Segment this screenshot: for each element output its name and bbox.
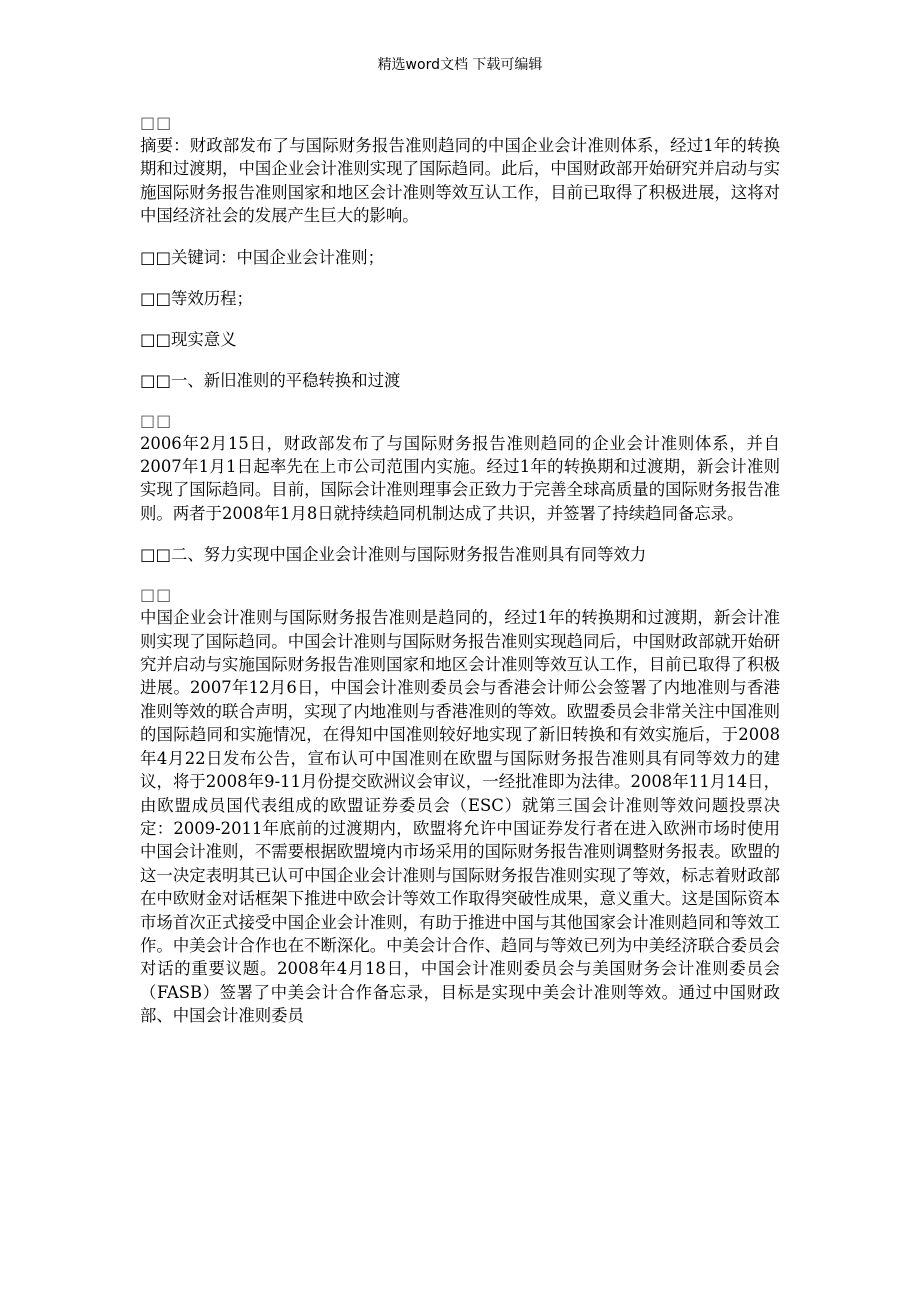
keyword-item: □□现实意义 [140, 329, 237, 349]
placeholder-glyphs: □□ [140, 585, 173, 605]
keyword-item: □□等效历程； [140, 288, 253, 308]
section-paragraph: 2006年2月15日，财政部发布了与国际财务报告准则趋同的企业会计准则体系，并自2007年1月1日起率先在上市公司范围内实施。经过1年的转换期和过渡期，新会计准则实现了国际趋同。目前，国际会计准则理事会正致力于完善全球高质量的国际财务报告准则。两者于2008年1月8日就持续趋同机制达成了共识，并签署了持续趋同备忘录。 [140, 433, 780, 523]
page-header: 精选word文档 下载可编辑 [377, 57, 543, 73]
document-body [140, 112, 780, 1028]
placeholder-glyphs: □□ [140, 410, 173, 430]
keywords-line: □□关键词：中国企业会计准则； [140, 247, 385, 267]
placeholder-glyphs: □□ [140, 113, 173, 132]
abstract-paragraph: 摘要：财政部发布了与国际财务报告准则趋同的中国企业会计准则体系，经过1年的转换期和过渡期，中国企业会计准则实现了国际趋同。此后，中国财政部开始研究并启动与实施国际财务报告准则国家和地区会计准则等效互认工作，目前已取得了积极进展，这将对中国经济社会的发展产生巨大的影响。 [140, 136, 780, 226]
section-paragraph: 中国企业会计准则与国际财务报告准则是趋同的，经过1年的转换期和过渡期，新会计准则实现了国际趋同。中国会计准则与国际财务报告准则实现趋同后，中国财政部就开始研究并启动与实施国际财务报告准则国家和地区会计准则等效互认工作，目前已取得了积极进展。2007年12月6日，中国会计准则委员会与香港会计师公会签署了内地准则与香港准则等效的联合声明，实现了内地准则与香港准则的等效。欧盟委员会非常关注中国准则的国际趋同和实施情况，在得知中国准则较好地实现了新旧转换和有效实施后，于2008年4月22日发布公告，宣布认可中国准则在欧盟与国际财务报告准则具有同等效力的建议，将于2008年9-11月份提交欧洲议会审议，一经批准即为法律。2008年11月14日，由欧盟成员国代表组成的欧盟证券委员会（ESC）就第三国会计准则等效问题投票决定：2009-2011年底前的过渡期内，欧盟将允许中国证券发行者在进入欧洲市场时使用中国会计准则，不需要根据欧盟境内市场采用的国际财务报告准则调整财务报表。欧盟的这一决定表明其已认可中国企业会计准则与国际财务报告准则实现了等效，标志着财政部在中欧财金对话框架下推进中欧会计等效工作取得突破性成果，意义重大。这是国际资本市场首次正式接受中国企业会计准则，有助于推进中国与其他国家会计准则趋同和等效工作。中美会计合作也在不断深化。中美会计合作、趋同与等效已列为中美经济联合委员会对话的重要议题。2008年4月18日，中国会计准则委员会与美国财务会计准则委员会（FASB）签署了中美会计合作备忘录，目标是实现中美会计准则等效。通过中国财政部、中国会计准则委员 [140, 608, 780, 1026]
section-heading: □□一、新旧准则的平稳转换和过渡 [140, 370, 401, 390]
section-heading: □□二、努力实现中国企业会计准则与国际财务报告准则具有同等效力 [140, 545, 647, 565]
